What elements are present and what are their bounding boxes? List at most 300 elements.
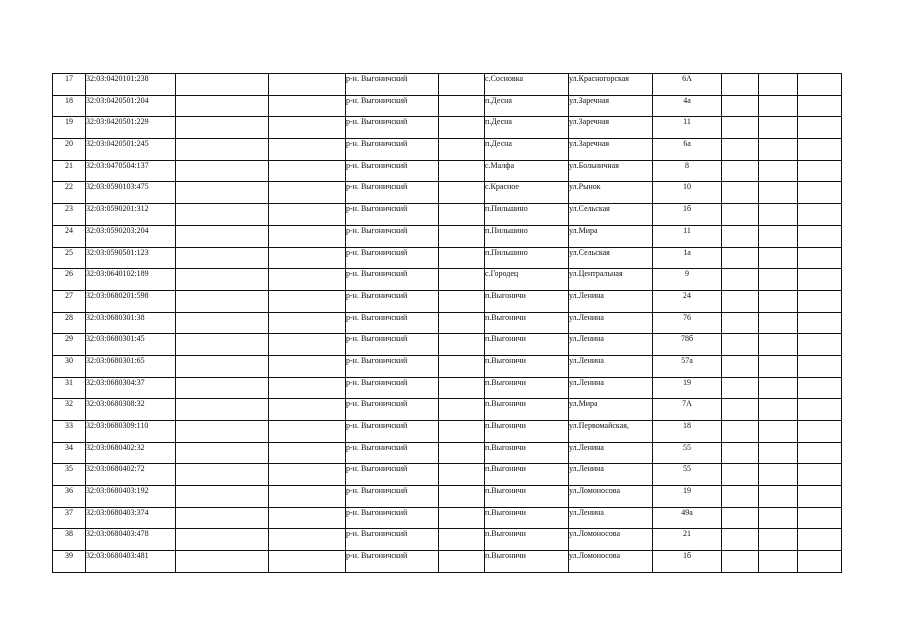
empty-cell	[722, 182, 759, 204]
empty-cell	[722, 334, 759, 356]
empty-cell	[798, 464, 842, 486]
row-number-cell: 32	[53, 399, 86, 421]
row-number-cell: 26	[53, 269, 86, 291]
empty-cell	[439, 421, 485, 443]
empty-cell	[759, 269, 798, 291]
street-cell: ул.Первомайская,	[569, 421, 653, 443]
empty-cell	[269, 399, 346, 421]
street-cell: ул.Ленина	[569, 334, 653, 356]
table-body	[53, 74, 842, 573]
settlement-cell: п.Десна	[485, 117, 569, 139]
street-cell: ул.Ломоносова	[569, 551, 653, 573]
empty-cell	[439, 95, 485, 117]
empty-cell	[439, 139, 485, 161]
table-row	[53, 204, 842, 226]
empty-cell	[269, 182, 346, 204]
cadastral-number-cell: 32:03:0680402:72	[86, 464, 176, 486]
empty-cell	[798, 95, 842, 117]
empty-cell	[759, 486, 798, 508]
cadastral-number-cell: 32:03:0680201:598	[86, 290, 176, 312]
empty-cell	[759, 399, 798, 421]
house-number-cell: 57а	[653, 355, 722, 377]
street-cell: ул.Больничная	[569, 160, 653, 182]
cadastral-number-cell: 32:03:0680403:374	[86, 507, 176, 529]
row-number-cell: 20	[53, 139, 86, 161]
cadastral-number-cell: 32:03:0680301:45	[86, 334, 176, 356]
settlement-cell: п.Выгоничи	[485, 421, 569, 443]
empty-cell	[722, 95, 759, 117]
empty-cell	[759, 377, 798, 399]
street-cell: ул.Заречная	[569, 95, 653, 117]
house-number-cell: 1б	[653, 551, 722, 573]
street-cell: ул.Ленина	[569, 507, 653, 529]
cadastral-number-cell: 32:03:0590501:123	[86, 247, 176, 269]
empty-cell	[759, 421, 798, 443]
street-cell: ул.Центральная	[569, 269, 653, 291]
district-cell: р-н. Выгоничский	[346, 551, 439, 573]
empty-cell	[722, 377, 759, 399]
empty-cell	[798, 290, 842, 312]
district-cell: р-н. Выгоничский	[346, 486, 439, 508]
property-registry-table	[52, 73, 842, 573]
district-cell: р-н. Выгоничский	[346, 334, 439, 356]
street-cell: ул.Ленина	[569, 442, 653, 464]
empty-cell	[176, 486, 269, 508]
street-cell: ул.Мира	[569, 399, 653, 421]
empty-cell	[176, 334, 269, 356]
house-number-cell: 49а	[653, 507, 722, 529]
settlement-cell: п.Выгоничи	[485, 507, 569, 529]
empty-cell	[439, 551, 485, 573]
empty-cell	[759, 529, 798, 551]
cadastral-number-cell: 32:03:0590201:312	[86, 204, 176, 226]
row-number-cell: 28	[53, 312, 86, 334]
row-number-cell: 27	[53, 290, 86, 312]
empty-cell	[269, 551, 346, 573]
street-cell: ул.Заречная	[569, 117, 653, 139]
empty-cell	[439, 529, 485, 551]
empty-cell	[439, 74, 485, 96]
street-cell: ул.Ленина	[569, 312, 653, 334]
cadastral-number-cell: 32:03:0680309:110	[86, 421, 176, 443]
empty-cell	[439, 160, 485, 182]
empty-cell	[798, 421, 842, 443]
empty-cell	[176, 74, 269, 96]
cadastral-number-cell: 32:03:0680304:37	[86, 377, 176, 399]
house-number-cell: 11	[653, 225, 722, 247]
empty-cell	[722, 225, 759, 247]
empty-cell	[269, 225, 346, 247]
empty-cell	[269, 74, 346, 96]
settlement-cell: п.Выгоничи	[485, 399, 569, 421]
district-cell: р-н. Выгоничский	[346, 399, 439, 421]
empty-cell	[176, 95, 269, 117]
empty-cell	[269, 529, 346, 551]
row-number-cell: 18	[53, 95, 86, 117]
empty-cell	[798, 486, 842, 508]
row-number-cell: 30	[53, 355, 86, 377]
cadastral-number-cell: 32:03:0680301:65	[86, 355, 176, 377]
empty-cell	[269, 507, 346, 529]
empty-cell	[759, 95, 798, 117]
empty-cell	[176, 551, 269, 573]
empty-cell	[798, 551, 842, 573]
table-row	[53, 312, 842, 334]
empty-cell	[798, 269, 842, 291]
empty-cell	[439, 507, 485, 529]
empty-cell	[759, 182, 798, 204]
empty-cell	[176, 377, 269, 399]
empty-cell	[439, 355, 485, 377]
empty-cell	[269, 421, 346, 443]
settlement-cell: п.Выгоничи	[485, 290, 569, 312]
settlement-cell: п.Выгоничи	[485, 312, 569, 334]
empty-cell	[722, 486, 759, 508]
table-row	[53, 421, 842, 443]
empty-cell	[176, 225, 269, 247]
empty-cell	[176, 442, 269, 464]
empty-cell	[759, 442, 798, 464]
empty-cell	[176, 421, 269, 443]
table-row	[53, 95, 842, 117]
empty-cell	[176, 399, 269, 421]
house-number-cell: 55	[653, 464, 722, 486]
empty-cell	[439, 377, 485, 399]
empty-cell	[759, 551, 798, 573]
empty-cell	[269, 269, 346, 291]
empty-cell	[176, 117, 269, 139]
district-cell: р-н. Выгоничский	[346, 529, 439, 551]
empty-cell	[439, 312, 485, 334]
empty-cell	[439, 464, 485, 486]
street-cell: ул.Заречная	[569, 139, 653, 161]
table-row	[53, 182, 842, 204]
empty-cell	[722, 529, 759, 551]
empty-cell	[759, 74, 798, 96]
street-cell: ул.Ленина	[569, 377, 653, 399]
empty-cell	[722, 204, 759, 226]
empty-cell	[269, 139, 346, 161]
empty-cell	[759, 160, 798, 182]
district-cell: р-н. Выгоничский	[346, 182, 439, 204]
empty-cell	[439, 117, 485, 139]
row-number-cell: 19	[53, 117, 86, 139]
street-cell: ул.Ленина	[569, 355, 653, 377]
empty-cell	[759, 117, 798, 139]
empty-cell	[439, 334, 485, 356]
street-cell: ул.Красногорская	[569, 74, 653, 96]
cadastral-number-cell: 32:03:0640102:189	[86, 269, 176, 291]
empty-cell	[176, 464, 269, 486]
street-cell: ул.Сельская	[569, 204, 653, 226]
street-cell: ул.Рынок	[569, 182, 653, 204]
empty-cell	[798, 334, 842, 356]
empty-cell	[722, 442, 759, 464]
empty-cell	[759, 464, 798, 486]
empty-cell	[798, 529, 842, 551]
table-row	[53, 507, 842, 529]
row-number-cell: 37	[53, 507, 86, 529]
empty-cell	[269, 95, 346, 117]
house-number-cell: 78б	[653, 334, 722, 356]
empty-cell	[798, 139, 842, 161]
empty-cell	[722, 74, 759, 96]
table-row	[53, 551, 842, 573]
house-number-cell: 11	[653, 117, 722, 139]
house-number-cell: 10	[653, 182, 722, 204]
empty-cell	[176, 139, 269, 161]
table-row	[53, 486, 842, 508]
empty-cell	[798, 204, 842, 226]
row-number-cell: 33	[53, 421, 86, 443]
house-number-cell: 7А	[653, 399, 722, 421]
empty-cell	[759, 247, 798, 269]
row-number-cell: 24	[53, 225, 86, 247]
cadastral-number-cell: 32:03:0680308:32	[86, 399, 176, 421]
empty-cell	[269, 486, 346, 508]
empty-cell	[798, 399, 842, 421]
settlement-cell: п.Выгоничи	[485, 464, 569, 486]
empty-cell	[176, 204, 269, 226]
settlement-cell: п.Выгоничи	[485, 486, 569, 508]
district-cell: р-н. Выгоничский	[346, 421, 439, 443]
district-cell: р-н. Выгоничский	[346, 442, 439, 464]
house-number-cell: 1б	[653, 204, 722, 226]
settlement-cell: п.Выгоничи	[485, 442, 569, 464]
empty-cell	[439, 442, 485, 464]
row-number-cell: 38	[53, 529, 86, 551]
street-cell: ул.Мира	[569, 225, 653, 247]
cadastral-number-cell: 32:03:0420501:204	[86, 95, 176, 117]
empty-cell	[176, 247, 269, 269]
empty-cell	[439, 247, 485, 269]
empty-cell	[722, 551, 759, 573]
cadastral-number-cell: 32:03:0680403:478	[86, 529, 176, 551]
empty-cell	[176, 529, 269, 551]
row-number-cell: 39	[53, 551, 86, 573]
table-row	[53, 160, 842, 182]
cadastral-number-cell: 32:03:0680402:32	[86, 442, 176, 464]
settlement-cell: п.Десна	[485, 139, 569, 161]
cadastral-number-cell: 32:03:0590203:204	[86, 225, 176, 247]
empty-cell	[722, 312, 759, 334]
street-cell: ул.Сельская	[569, 247, 653, 269]
cadastral-number-cell: 32:03:0590103:475	[86, 182, 176, 204]
empty-cell	[798, 247, 842, 269]
settlement-cell: п.Выгоничи	[485, 377, 569, 399]
empty-cell	[269, 160, 346, 182]
settlement-cell: с.Красное	[485, 182, 569, 204]
settlement-cell: п.Пильшино	[485, 247, 569, 269]
district-cell: р-н. Выгоничский	[346, 355, 439, 377]
empty-cell	[759, 204, 798, 226]
settlement-cell: с.Малфа	[485, 160, 569, 182]
empty-cell	[798, 182, 842, 204]
cadastral-number-cell: 32:03:0420501:245	[86, 139, 176, 161]
settlement-cell: п.Выгоничи	[485, 334, 569, 356]
empty-cell	[759, 355, 798, 377]
cadastral-number-cell: 32:03:0680301:38	[86, 312, 176, 334]
row-number-cell: 17	[53, 74, 86, 96]
empty-cell	[269, 442, 346, 464]
table-row	[53, 247, 842, 269]
row-number-cell: 25	[53, 247, 86, 269]
house-number-cell: 55	[653, 442, 722, 464]
empty-cell	[722, 290, 759, 312]
district-cell: р-н. Выгоничский	[346, 312, 439, 334]
district-cell: р-н. Выгоничский	[346, 464, 439, 486]
house-number-cell: 18	[653, 421, 722, 443]
cadastral-number-cell: 32:03:0470504:137	[86, 160, 176, 182]
empty-cell	[269, 355, 346, 377]
empty-cell	[798, 355, 842, 377]
district-cell: р-н. Выгоничский	[346, 507, 439, 529]
house-number-cell: 24	[653, 290, 722, 312]
district-cell: р-н. Выгоничский	[346, 290, 439, 312]
empty-cell	[176, 269, 269, 291]
table-row	[53, 442, 842, 464]
table-row	[53, 225, 842, 247]
settlement-cell: п.Пильшино	[485, 225, 569, 247]
empty-cell	[798, 117, 842, 139]
table-row	[53, 377, 842, 399]
empty-cell	[798, 312, 842, 334]
empty-cell	[722, 269, 759, 291]
empty-cell	[439, 182, 485, 204]
row-number-cell: 31	[53, 377, 86, 399]
street-cell: ул.Ленина	[569, 464, 653, 486]
empty-cell	[722, 247, 759, 269]
table-row	[53, 529, 842, 551]
settlement-cell: п.Пильшино	[485, 204, 569, 226]
district-cell: р-н. Выгоничский	[346, 160, 439, 182]
row-number-cell: 34	[53, 442, 86, 464]
house-number-cell: 21	[653, 529, 722, 551]
settlement-cell: с.Городец	[485, 269, 569, 291]
table-row	[53, 464, 842, 486]
empty-cell	[759, 290, 798, 312]
empty-cell	[759, 312, 798, 334]
district-cell: р-н. Выгоничский	[346, 74, 439, 96]
row-number-cell: 22	[53, 182, 86, 204]
empty-cell	[722, 507, 759, 529]
empty-cell	[439, 290, 485, 312]
district-cell: р-н. Выгоничский	[346, 204, 439, 226]
house-number-cell: 6А	[653, 74, 722, 96]
table-row	[53, 290, 842, 312]
empty-cell	[176, 160, 269, 182]
empty-cell	[269, 117, 346, 139]
empty-cell	[759, 507, 798, 529]
district-cell: р-н. Выгоничский	[346, 269, 439, 291]
empty-cell	[439, 225, 485, 247]
house-number-cell: 76	[653, 312, 722, 334]
empty-cell	[176, 507, 269, 529]
cadastral-number-cell: 32:03:0680403:481	[86, 551, 176, 573]
table-row	[53, 399, 842, 421]
empty-cell	[269, 204, 346, 226]
empty-cell	[798, 377, 842, 399]
street-cell: ул.Ленина	[569, 290, 653, 312]
table-row	[53, 139, 842, 161]
empty-cell	[269, 247, 346, 269]
empty-cell	[269, 290, 346, 312]
empty-cell	[798, 74, 842, 96]
cadastral-number-cell: 32:03:0680403:192	[86, 486, 176, 508]
row-number-cell: 36	[53, 486, 86, 508]
empty-cell	[439, 486, 485, 508]
house-number-cell: 1а	[653, 247, 722, 269]
empty-cell	[269, 334, 346, 356]
settlement-cell: п.Выгоничи	[485, 355, 569, 377]
empty-cell	[176, 290, 269, 312]
empty-cell	[269, 464, 346, 486]
table-row	[53, 117, 842, 139]
house-number-cell: 19	[653, 377, 722, 399]
empty-cell	[176, 312, 269, 334]
empty-cell	[759, 139, 798, 161]
settlement-cell: с.Сосновка	[485, 74, 569, 96]
empty-cell	[722, 355, 759, 377]
empty-cell	[722, 139, 759, 161]
empty-cell	[176, 182, 269, 204]
empty-cell	[722, 399, 759, 421]
street-cell: ул.Ломоносова	[569, 486, 653, 508]
empty-cell	[759, 334, 798, 356]
empty-cell	[798, 507, 842, 529]
cadastral-number-cell: 32:03:0420501:229	[86, 117, 176, 139]
house-number-cell: 9	[653, 269, 722, 291]
district-cell: р-н. Выгоничский	[346, 139, 439, 161]
empty-cell	[439, 399, 485, 421]
table-row	[53, 355, 842, 377]
house-number-cell: 19	[653, 486, 722, 508]
district-cell: р-н. Выгоничский	[346, 247, 439, 269]
settlement-cell: п.Выгоничи	[485, 551, 569, 573]
house-number-cell: 6а	[653, 139, 722, 161]
empty-cell	[722, 160, 759, 182]
empty-cell	[269, 377, 346, 399]
house-number-cell: 8	[653, 160, 722, 182]
empty-cell	[176, 355, 269, 377]
empty-cell	[439, 204, 485, 226]
row-number-cell: 35	[53, 464, 86, 486]
table-row	[53, 334, 842, 356]
empty-cell	[722, 421, 759, 443]
empty-cell	[798, 160, 842, 182]
empty-cell	[269, 312, 346, 334]
table-row	[53, 269, 842, 291]
empty-cell	[798, 225, 842, 247]
empty-cell	[759, 225, 798, 247]
empty-cell	[722, 117, 759, 139]
settlement-cell: п.Десна	[485, 95, 569, 117]
row-number-cell: 21	[53, 160, 86, 182]
cadastral-number-cell: 32:03:0420101:238	[86, 74, 176, 96]
empty-cell	[798, 442, 842, 464]
row-number-cell: 29	[53, 334, 86, 356]
row-number-cell: 23	[53, 204, 86, 226]
district-cell: р-н. Выгоничский	[346, 95, 439, 117]
empty-cell	[439, 269, 485, 291]
district-cell: р-н. Выгоничский	[346, 377, 439, 399]
table-row	[53, 74, 842, 96]
district-cell: р-н. Выгоничский	[346, 117, 439, 139]
street-cell: ул.Ломоносова	[569, 529, 653, 551]
settlement-cell: п.Выгоничи	[485, 529, 569, 551]
house-number-cell: 4а	[653, 95, 722, 117]
district-cell: р-н. Выгоничский	[346, 225, 439, 247]
